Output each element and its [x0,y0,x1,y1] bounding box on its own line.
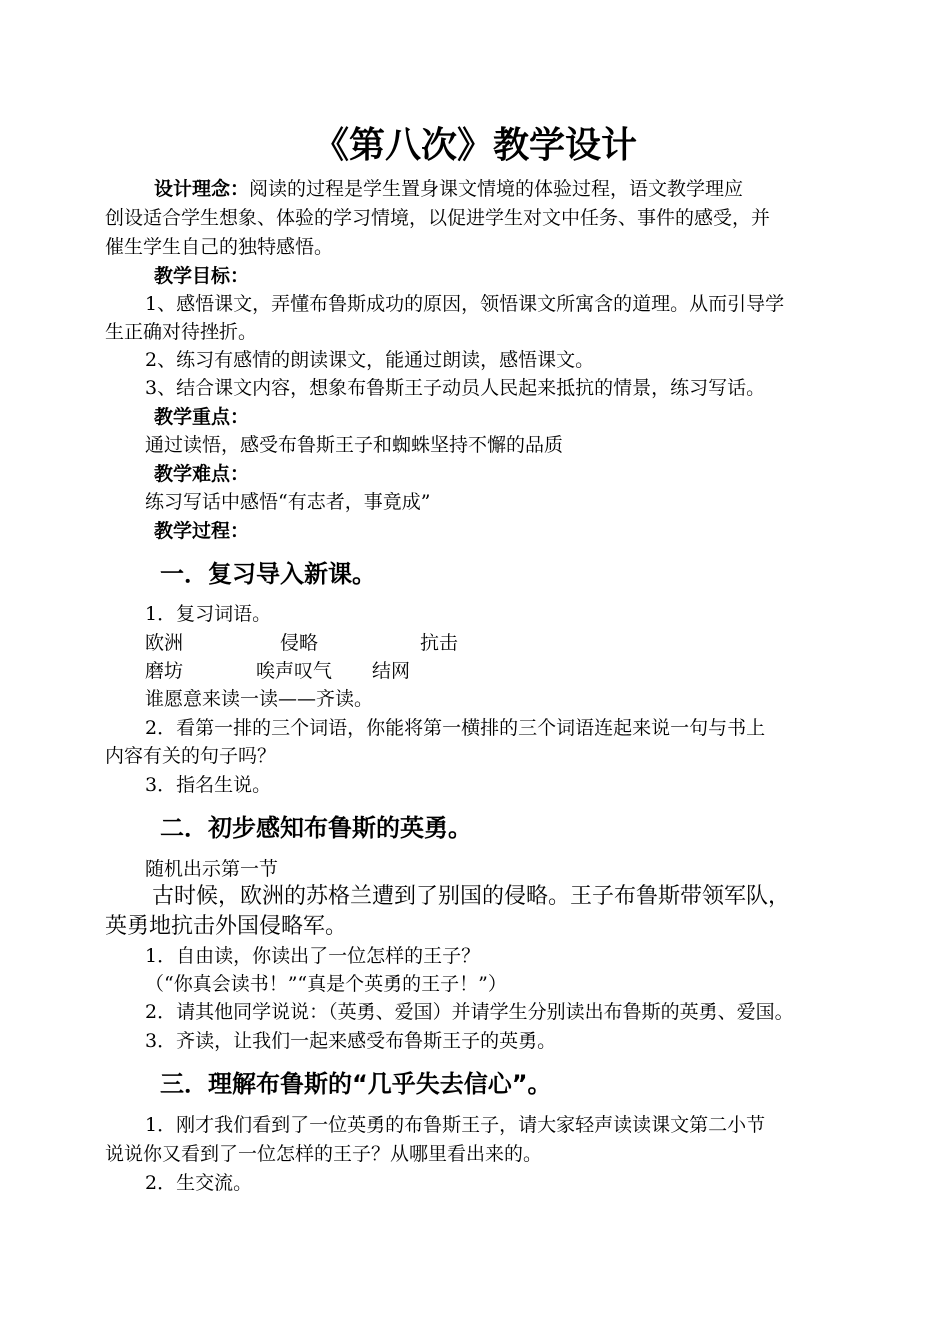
concept-line-2: 创设适合学生想象、体验的学习情境，以促进学生对文中任务、事件的感受，并 [105,207,771,229]
concept-text-1: 阅读的过程是学生置身课文情境的体验过程，语文教学理应 [249,178,744,200]
key-heading: 教学重点： [154,406,250,428]
section-2-heading: 二．初步感知布鲁斯的英勇。 [160,814,472,842]
section-2-step-1: 1．自由读，你读出了一位怎样的王子？ [145,945,481,967]
concept-line-1 [154,175,743,203]
section-2-intro: 随机出示第一节 [145,858,279,880]
concept-label: 设计理念： [154,178,250,200]
word-row-2-b: 唉声叹气 [256,660,333,682]
key-text: 通过读悟，感受布鲁斯王子和蜘蛛坚持不懈的品质 [145,434,564,456]
section-1-step-2-line-1: 2．看第一排的三个词语，你能将第一横排的三个词语连起来说一句与书上 [145,717,766,739]
word-row-1-a: 欧洲 [145,632,184,654]
passage-line-1: 古时候，欧洲的苏格兰遭到了别国的侵略。王子布鲁斯带领军队， [152,884,791,909]
word-row-1-c: 抗击 [420,632,459,654]
word-row-2-a: 磨坊 [145,660,184,682]
section-2-step-1-note: （“你真会读书！”“真是个英勇的王子！”） [145,973,507,995]
difficulty-text: 练习写话中感悟“有志者，事竟成” [145,491,431,513]
section-3-step-1-line-1: 1．刚才我们看到了一位英勇的布鲁斯王子，请大家轻声读读课文第二小节 [145,1114,766,1136]
section-1-step-2-line-2: 内容有关的句子吗？ [105,745,277,767]
goal-1-line-1: 1、感悟课文，弄懂布鲁斯成功的原因，领悟课文所寓含的道理。从而引导学 [145,293,785,315]
section-3-step-1-line-2: 说说你又看到了一位怎样的王子？从哪里看出来的。 [105,1143,543,1165]
difficulty-heading: 教学难点： [154,463,250,485]
section-1-step-1: 1．复习词语。 [145,603,272,625]
section-1-heading: 一．复习导入新课。 [160,560,376,588]
document-title: 《第八次》教学设计 [312,125,637,166]
goal-1-line-2: 生正确对待挫折。 [105,321,258,343]
section-1-read: 谁愿意来读一读——齐读。 [145,688,374,710]
goal-2: 2、练习有感情的朗读课文，能通过朗读，感悟课文。 [145,349,595,371]
goal-3: 3、结合课文内容，想象布鲁斯王子动员人民起来抵抗的情景，练习写话。 [145,377,766,399]
section-2-step-2: 2．请其他同学说说：（英勇、爱国）并请学生分别读出布鲁斯的英勇、爱国。 [145,1001,794,1023]
passage-line-2: 英勇地抗击外国侵略军。 [105,914,348,939]
section-1-step-3: 3．指名生说。 [145,774,272,796]
process-heading: 教学过程： [154,520,250,542]
section-2-step-3: 3．齐读，让我们一起来感受布鲁斯王子的英勇。 [145,1030,557,1052]
word-row-1-b: 侵略 [280,632,319,654]
word-row-2-c: 结网 [372,660,411,682]
concept-line-3: 催生学生自己的独特感悟。 [105,236,334,258]
section-3-heading: 三．理解布鲁斯的“几乎失去信心”。 [160,1070,552,1098]
goals-heading: 教学目标： [154,265,250,287]
section-3-step-2: 2．生交流。 [145,1172,253,1194]
